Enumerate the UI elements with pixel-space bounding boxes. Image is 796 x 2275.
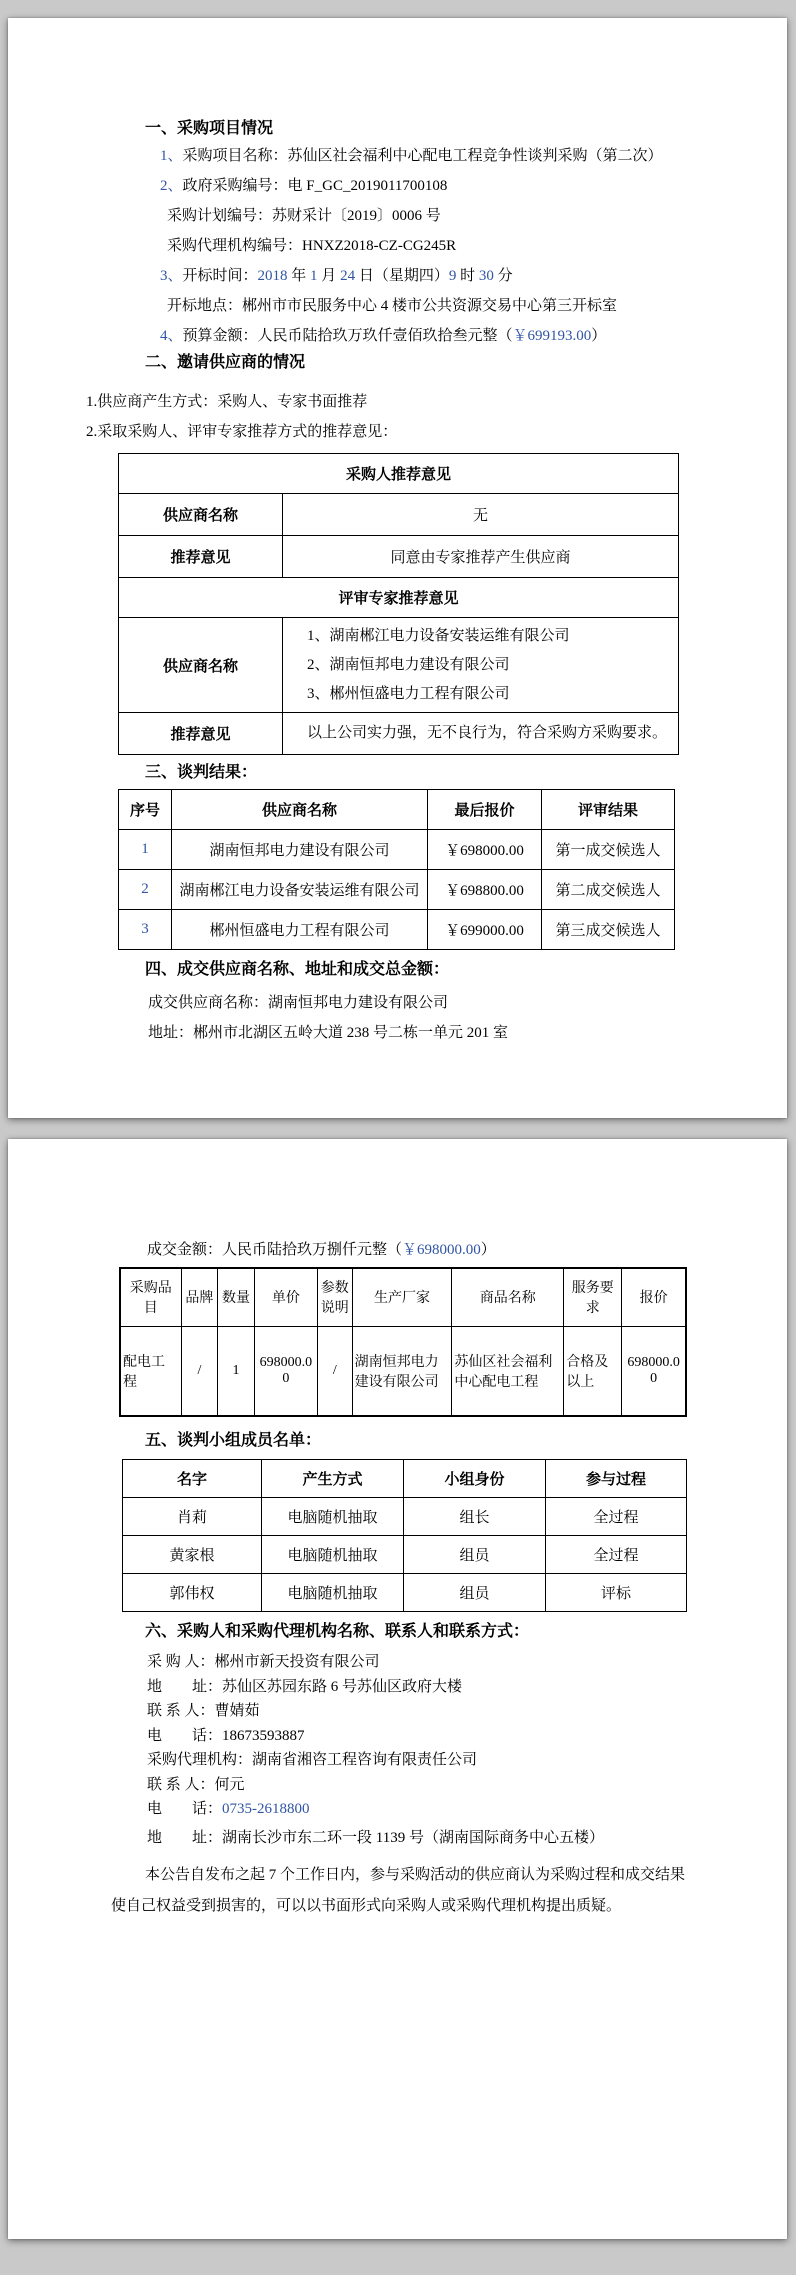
agency-no-line: 采购代理机构编号：HNXZ2018-CZ-CG245R	[167, 238, 457, 254]
member-row	[123, 1574, 687, 1612]
award-service: 合格及以上	[564, 1326, 622, 1416]
row-no: 3	[119, 910, 172, 950]
section1-heading: 一、采购项目情况	[145, 120, 274, 137]
row-result: 第二成交候选人	[542, 870, 675, 910]
col-header-name: 名字	[123, 1460, 262, 1498]
day-unit: 日（星期四）	[355, 268, 449, 284]
col-header-product: 商品名称	[452, 1268, 564, 1326]
col-header-qty: 数量	[218, 1268, 255, 1326]
member-name: 肖莉	[123, 1498, 262, 1536]
member-row	[123, 1536, 687, 1574]
buyer-supplier-value: 无	[283, 494, 679, 536]
col-header-brand: 品牌	[181, 1268, 218, 1326]
col-header-price: 最后报价	[428, 790, 542, 830]
contact-value: 0735-2618800	[222, 1801, 310, 1817]
document-page-2	[8, 1139, 787, 2239]
col-header-params: 参数说明	[317, 1268, 352, 1326]
contact-label: 采 购 人：	[147, 1654, 215, 1670]
col-header-price: 报价	[622, 1268, 686, 1326]
col-header-process: 参与过程	[546, 1460, 687, 1498]
item-number: 3、	[160, 268, 183, 284]
member-method: 电脑随机抽取	[262, 1574, 404, 1612]
member-method: 电脑随机抽取	[262, 1536, 404, 1574]
col-header-service: 服务要求	[564, 1268, 622, 1326]
result-row	[119, 830, 675, 870]
contact-value: 何元	[214, 1776, 245, 1793]
supplier-name-label: 供应商名称	[119, 618, 283, 713]
col-header-supplier: 供应商名称	[172, 790, 428, 830]
contact-line-buyer-person	[147, 1699, 787, 1724]
bid-minute: 30	[478, 268, 494, 284]
supplier-name-label: 供应商名称	[119, 494, 283, 536]
expert-supplier-2: 2、湖南恒邦电力建设有限公司	[307, 656, 510, 673]
bid-hour: 9	[448, 268, 457, 284]
award-manufacturer: 湖南恒邦电力建设有限公司	[352, 1326, 452, 1416]
bid-open-time-line	[160, 261, 787, 291]
year-unit: 年	[287, 268, 311, 284]
section4-heading: 四、成交供应商名称、地址和成交总金额：	[145, 961, 450, 978]
col-header-method: 产生方式	[262, 1460, 404, 1498]
row-supplier: 郴州恒盛电力工程有限公司	[172, 910, 428, 950]
project-name-line	[160, 141, 787, 171]
negotiation-member-table	[122, 1459, 687, 1612]
award-amount-suffix: ）	[480, 1242, 496, 1258]
result-row	[119, 870, 675, 910]
contact-label: 联 系 人：	[147, 1776, 215, 1793]
member-row	[123, 1498, 687, 1536]
item-number: 1、	[160, 148, 183, 164]
expert-supplier-list	[283, 618, 679, 713]
member-table-header-row	[123, 1460, 687, 1498]
contact-value: 曹婧茹	[214, 1703, 260, 1719]
member-role: 组员	[404, 1536, 546, 1574]
member-role: 组长	[404, 1498, 546, 1536]
award-qty: 1	[218, 1326, 255, 1416]
row-price: ￥698000.00	[428, 830, 542, 870]
opinion-label: 推荐意见	[119, 713, 283, 755]
award-price: 698000.00	[622, 1326, 686, 1416]
recommendation-table	[118, 453, 679, 755]
award-unit-price: 698000.00	[254, 1326, 317, 1416]
minute-unit: 分	[493, 268, 513, 284]
budget-text: 预算金额：人民币陆拾玖万玖仟壹佰玖拾叁元整（	[182, 328, 513, 344]
member-method: 电脑随机抽取	[262, 1498, 404, 1536]
expert-recommendation-header: 评审专家推荐意见	[119, 578, 679, 618]
project-name-text: 采购项目名称：苏仙区社会福利中心配电工程竞争性谈判采购（第二次）	[182, 148, 663, 164]
contact-value: 苏仙区苏园东路 6 号苏仙区政府大楼	[222, 1678, 463, 1695]
contact-value: 湖南省湘咨工程咨询有限责任公司	[252, 1752, 478, 1768]
award-detail-table	[119, 1267, 687, 1417]
contact-line-agency	[147, 1748, 787, 1773]
contact-label: 联 系 人：	[147, 1703, 215, 1719]
contact-value: 湖南长沙市东二环一段 1139 号（湖南国际商务中心五楼）	[222, 1829, 604, 1846]
award-amount-value: ￥698000.00	[402, 1242, 481, 1258]
contact-line-buyer-address	[147, 1675, 787, 1700]
member-process: 全过程	[546, 1536, 687, 1574]
contact-label: 地 址：	[147, 1678, 223, 1695]
budget-amount: ￥699193.00	[512, 328, 592, 344]
member-process: 全过程	[546, 1498, 687, 1536]
budget-line	[160, 321, 787, 351]
result-row	[119, 910, 675, 950]
row-price: ￥699000.00	[428, 910, 542, 950]
row-result: 第三成交候选人	[542, 910, 675, 950]
award-params: /	[317, 1326, 352, 1416]
section5-heading: 五、谈判小组成员名单：	[145, 1432, 322, 1449]
award-table-header-row	[120, 1268, 686, 1326]
gov-procurement-no-text: 政府采购编号：电 F_GC_2019011700108	[182, 178, 448, 194]
col-header-unit-price: 单价	[254, 1268, 317, 1326]
expert-opinion-value: 以上公司实力强，无不良行为，符合采购方采购要求。	[283, 713, 679, 755]
contact-label: 电 话：	[147, 1801, 223, 1817]
document-page-1	[8, 18, 787, 1118]
section4-body	[8, 988, 787, 1048]
gov-procurement-no-line	[160, 171, 787, 201]
contact-value: 18673593887	[222, 1727, 305, 1744]
item-number: 2、	[160, 178, 183, 194]
objection-notice-paragraph: 本公告自发布之起 7 个工作日内，参与采购活动的供应商认为采购过程和成交结果使自己权益受到损害的，可以以书面形式向采购人或采购代理机构提出质疑。	[111, 1867, 686, 1914]
row-supplier: 湖南恒邦电力建设有限公司	[172, 830, 428, 870]
row-price: ￥698800.00	[428, 870, 542, 910]
contact-line-buyer-phone	[147, 1724, 787, 1749]
contact-line-agency-phone	[147, 1797, 787, 1822]
contact-label: 采购代理机构：	[147, 1752, 253, 1768]
page1-top-margin	[8, 18, 787, 117]
contact-label: 地 址：	[147, 1829, 223, 1846]
bid-day: 24	[340, 268, 356, 284]
award-amount-text: 成交金额：人民币陆拾玖万捌仟元整（	[147, 1242, 403, 1258]
col-header-item: 采购品目	[120, 1268, 181, 1326]
section2-body	[8, 387, 787, 447]
member-name: 郭伟权	[123, 1574, 262, 1612]
section6-heading: 六、采购人和采购代理机构名称、联系人和联系方式：	[145, 1623, 530, 1640]
negotiation-result-table	[118, 789, 675, 950]
row-no: 1	[119, 830, 172, 870]
col-header-role: 小组身份	[404, 1460, 546, 1498]
month-unit: 月	[317, 268, 341, 284]
hour-unit: 时	[456, 268, 479, 284]
bid-year: 2018	[257, 268, 288, 284]
col-header-result: 评审结果	[542, 790, 675, 830]
col-header-manufacturer: 生产厂家	[352, 1268, 452, 1326]
contact-block	[8, 1650, 787, 1850]
member-name: 黄家根	[123, 1536, 262, 1574]
award-row	[120, 1326, 686, 1416]
award-address-line: 地址：郴州市北湖区五岭大道 238 号二栋一单元 201 室	[148, 1025, 509, 1041]
section3-heading: 三、谈判结果：	[145, 764, 258, 781]
opinion-label: 推荐意见	[119, 536, 283, 578]
row-no: 2	[119, 870, 172, 910]
section1-body	[8, 141, 787, 351]
award-brand: /	[181, 1326, 218, 1416]
page2-top-margin	[8, 1139, 787, 1235]
buyer-opinion-value: 同意由专家推荐产生供应商	[283, 536, 679, 578]
result-table-header-row	[119, 790, 675, 830]
plan-no-line: 采购计划编号：苏财采计〔2019〕0006 号	[167, 208, 441, 224]
contact-label: 电 话：	[147, 1727, 223, 1744]
award-product: 苏仙区社会福利中心配电工程	[452, 1326, 564, 1416]
award-item: 配电工程	[120, 1326, 181, 1416]
supplier-method-line: 1.供应商产生方式：采购人、专家书面推荐	[86, 394, 368, 410]
col-header-no: 序号	[119, 790, 172, 830]
bid-open-place-line: 开标地点：郴州市市民服务中心 4 楼市公共资源交易中心第三开标室	[167, 298, 618, 314]
contact-line-agency-person	[147, 1773, 787, 1798]
buyer-recommendation-header: 采购人推荐意见	[119, 454, 679, 494]
award-amount-line	[147, 1235, 787, 1265]
row-result: 第一成交候选人	[542, 830, 675, 870]
row-supplier: 湖南郴江电力设备安装运维有限公司	[172, 870, 428, 910]
member-process: 评标	[546, 1574, 687, 1612]
contact-value: 郴州市新天投资有限公司	[214, 1654, 380, 1670]
budget-suffix: ）	[591, 328, 607, 344]
award-supplier-line: 成交供应商名称：湖南恒邦电力建设有限公司	[148, 995, 449, 1011]
bid-month: 1	[310, 268, 318, 284]
expert-supplier-1: 1、湖南郴江电力设备安装运维有限公司	[307, 627, 570, 644]
bid-open-time-label: 开标时间：	[182, 268, 258, 284]
item-number: 4、	[160, 328, 183, 344]
section2-heading: 二、邀请供应商的情况	[145, 354, 306, 371]
recommendation-intro-line: 2.采取采购人、评审专家推荐方式的推荐意见：	[86, 424, 398, 440]
contact-line-buyer	[147, 1650, 787, 1675]
expert-supplier-3: 3、郴州恒盛电力工程有限公司	[307, 685, 510, 702]
contact-line-agency-address	[147, 1826, 787, 1851]
member-role: 组员	[404, 1574, 546, 1612]
